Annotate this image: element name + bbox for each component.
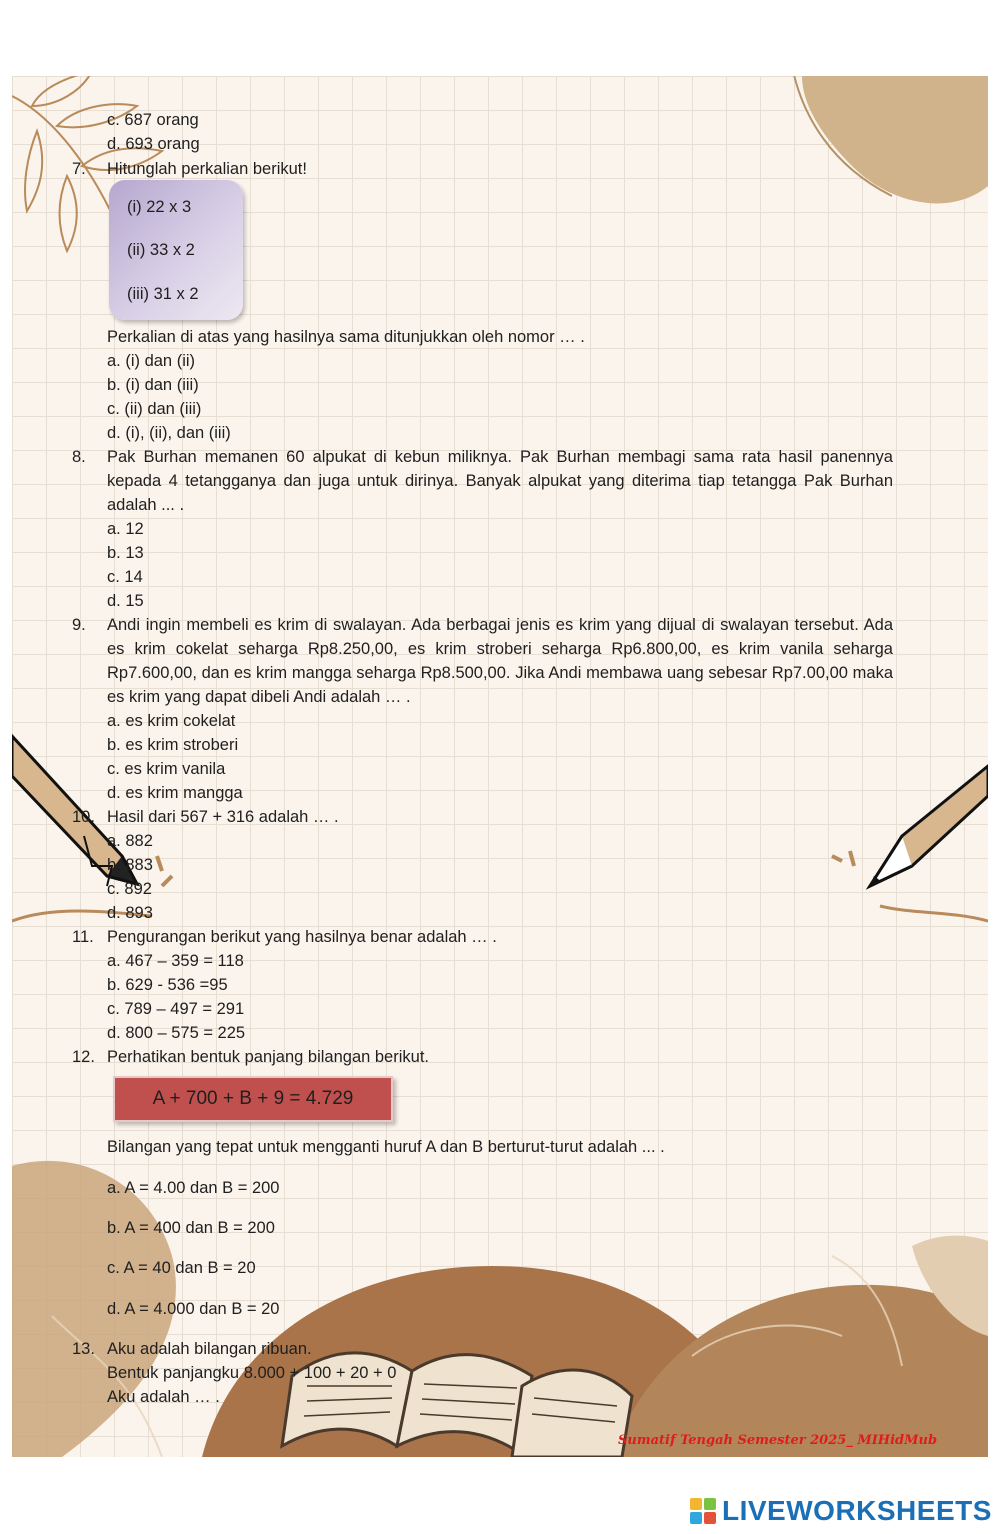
q11-option-c[interactable]: c. 789 – 497 = 291 bbox=[107, 1000, 245, 1018]
q9-option-b[interactable]: b. es krim stroberi bbox=[107, 736, 239, 754]
q13-line: Aku adalah bilangan ribuan. bbox=[107, 1340, 312, 1358]
multiplication-item: (ii) 33 x 2 bbox=[127, 241, 195, 259]
q6-option-d: d. 693 orang bbox=[107, 135, 200, 153]
equation-box: A + 700 + B + 9 = 4.729 bbox=[113, 1076, 393, 1122]
q12-option-d[interactable]: d. A = 4.000 dan B = 20 bbox=[107, 1300, 280, 1318]
q12-option-b[interactable]: b. A = 400 dan B = 200 bbox=[107, 1219, 275, 1237]
q11-option-a[interactable]: a. 467 – 359 = 118 bbox=[107, 952, 244, 970]
q12-text: Perhatikan bentuk panjang bilangan berikut. bbox=[107, 1048, 429, 1066]
multiplication-item: (i) 22 x 3 bbox=[127, 198, 192, 216]
brand-name: LIVEWORKSHEETS bbox=[722, 1495, 992, 1526]
q11-text: Pengurangan berikut yang hasilnya benar adalah … . bbox=[107, 928, 497, 946]
q9-option-a[interactable]: a. es krim cokelat bbox=[107, 712, 236, 730]
q8-option-b[interactable]: b. 13 bbox=[107, 544, 144, 562]
q10-option-b[interactable]: b. 883 bbox=[107, 856, 153, 874]
q7-question: Perkalian di atas yang hasilnya sama ditunjukkan oleh nomor … . bbox=[107, 328, 585, 346]
q12-option-a[interactable]: a. A = 4.00 dan B = 200 bbox=[107, 1179, 280, 1197]
q12-option-c[interactable]: c. A = 40 dan B = 20 bbox=[107, 1259, 256, 1277]
q10-option-c[interactable]: c. 892 bbox=[107, 880, 152, 898]
q8-text: Pak Burhan memanen 60 alpukat di kebun miliknya. Pak Burhan membagi sama rata hasil panennya kepada 4 tetangganya dan juga untuk dirinya. Banyak alpukat yang diterima tiap tetangga Pak Burhan adalah ... . bbox=[107, 448, 893, 514]
q8-number: 8. bbox=[72, 448, 86, 466]
q7-number: 7. bbox=[72, 160, 86, 178]
q10-option-a[interactable]: a. 882 bbox=[107, 832, 153, 850]
q13-line: Aku adalah … . bbox=[107, 1388, 220, 1406]
multiplication-item: (iii) 31 x 2 bbox=[127, 285, 199, 303]
blob-bottom-right bbox=[612, 1285, 988, 1457]
q6-option-c: c. 687 orang bbox=[107, 111, 199, 129]
multiplication-box bbox=[109, 180, 243, 320]
q8-option-a[interactable]: a. 12 bbox=[107, 520, 144, 538]
q7-prompt: Hitunglah perkalian berikut! bbox=[107, 160, 307, 178]
q11-number: 11. bbox=[72, 928, 94, 946]
q13-line: Bentuk panjangku 8.000 + 100 + 20 + 0 bbox=[107, 1364, 397, 1382]
q8-option-c[interactable]: c. 14 bbox=[107, 568, 143, 586]
q7-option-d[interactable]: d. (i), (ii), dan (iii) bbox=[107, 424, 231, 442]
q9-option-c[interactable]: c. es krim vanila bbox=[107, 760, 226, 778]
q8-option-d[interactable]: d. 15 bbox=[107, 592, 144, 610]
liveworksheets-icon bbox=[690, 1498, 716, 1524]
exam-signature: Sumatif Tengah Semester 2025_ MIHidMub bbox=[618, 1433, 938, 1448]
q12-question: Bilangan yang tepat untuk mengganti huruf A dan B berturut-turut adalah ... . bbox=[107, 1138, 665, 1156]
q9-text: Andi ingin membeli es krim di swalayan. Ada berbagai jenis es krim yang dijual di swalayan tersebut. Ada es krim cokelat seharga Rp8.250,00, es krim stroberi seharga Rp6.800,00, es krim vanila seharga Rp7.600,00, dan es krim mangga seharga Rp8.500,00. Jika Andi membawa uang sebesar Rp7.00,00 maka es krim yang dapat dibeli Andi adalah … . bbox=[107, 616, 893, 706]
q10-number: 10. bbox=[72, 808, 95, 826]
q9-number: 9. bbox=[72, 616, 86, 634]
q10-text: Hasil dari 567 + 316 adalah … . bbox=[107, 808, 339, 826]
q11-option-b[interactable]: b. 629 - 536 =95 bbox=[107, 976, 228, 994]
q7-option-c[interactable]: c. (ii) dan (iii) bbox=[107, 400, 202, 418]
q13-number: 13. bbox=[72, 1340, 95, 1358]
q10-option-d[interactable]: d. 893 bbox=[107, 904, 153, 922]
liveworksheets-logo[interactable] bbox=[690, 1494, 992, 1528]
q11-option-d[interactable]: d. 800 – 575 = 225 bbox=[107, 1024, 246, 1042]
q7-option-a[interactable]: a. (i) dan (ii) bbox=[107, 352, 196, 370]
blob-top-right bbox=[802, 76, 988, 203]
q7-option-b[interactable]: b. (i) dan (iii) bbox=[107, 376, 199, 394]
pencil-right-drawing bbox=[832, 766, 988, 921]
q9-option-d[interactable]: d. es krim mangga bbox=[107, 784, 243, 802]
q12-number: 12. bbox=[72, 1048, 95, 1066]
